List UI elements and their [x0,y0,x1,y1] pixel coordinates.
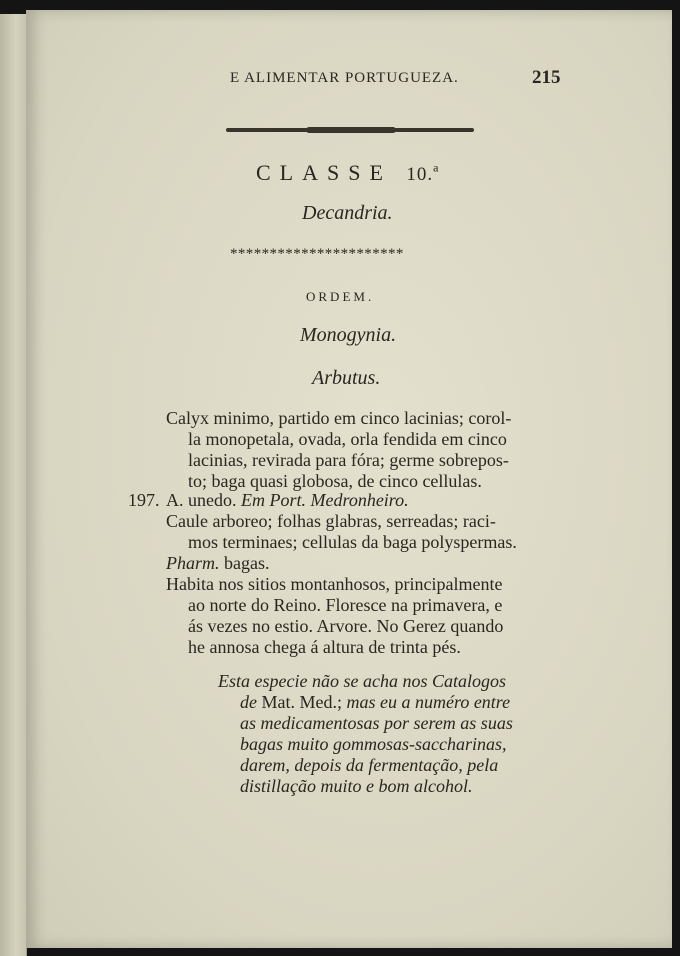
text-line: la monopetala, ovada, orla fendida em cinco [188,429,507,449]
running-head: E ALIMENTAR PORTUGUEZA. [230,70,459,86]
class-name: Decandria. [302,202,393,224]
order-heading: ORDEM. [306,289,375,304]
species-description [166,511,517,553]
book-page [26,10,672,948]
note-abbreviation: Mat. Med.; [261,692,342,712]
text-line: ás vezes no estio. Arvore. No Gerez quando [188,616,504,636]
pharmacology-line [166,553,269,574]
class-number-superscript: a [433,160,439,175]
class-heading [256,160,439,186]
asterisk-divider: ********************** [230,246,404,262]
text-line: as medicamentosas por serem as suas [240,713,513,733]
note-text: mas eu a numéro entre [342,692,511,712]
text-line: he annosa chega á altura de trinta pés. [188,637,461,657]
text-line: ao norte do Reino. Floresce na primavera, e [188,595,503,615]
pharm-label: Pharm. [166,553,220,573]
species-entry [166,490,409,511]
habitat-paragraph [166,574,503,658]
author-note [218,671,513,797]
class-number: 10. [406,164,434,185]
order-name: Monogynia. [300,324,397,346]
species-common-name: Em Port. Medronheiro. [241,490,409,510]
text-line: to; baga quasi globosa, de cinco cellulas. [188,471,482,491]
text-line: darem, depois da fermentação, pela [240,755,499,775]
text-line: Calyx minimo, partido em cinco lacinias; corol- [166,408,512,428]
species-number: 197. [128,490,160,510]
pharm-value: bagas. [224,553,270,573]
text-line [218,692,513,713]
text-line: mos terminaes; cellulas da baga polyspermas. [188,532,517,552]
class-word: CLASSE [256,160,392,185]
text-line: lacinias, revirada para fóra; germe sobrepos- [188,450,509,470]
note-text: de [240,692,262,712]
adjacent-page-edge [0,14,27,956]
text-line: Habita nos sitios montanhosos, principalmente [166,574,503,594]
species-name: A. unedo. [166,490,237,510]
page-number: 215 [532,67,561,88]
text-line: Caule arboreo; folhas glabras, serreadas; raci- [166,511,496,531]
text-line: Esta especie não se acha nos Catalogos [218,671,506,691]
text-line: bagas muito gommosas-saccharinas, [240,734,507,754]
genus-name: Arbutus. [312,367,381,389]
text-line: distillação muito e bom alcohol. [240,776,473,796]
genus-description [166,408,511,492]
ornamental-rule [226,128,474,132]
